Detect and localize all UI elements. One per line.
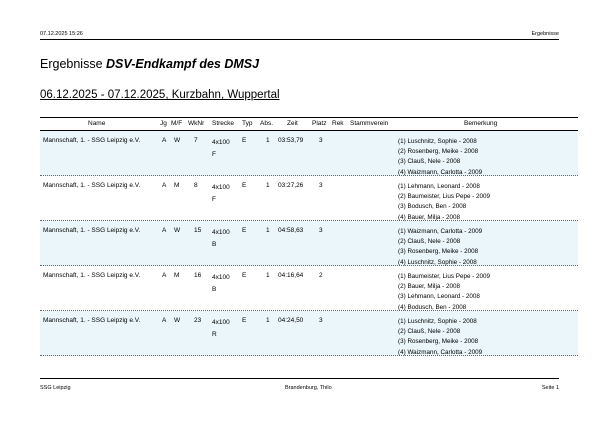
cell-mf: M <box>174 182 180 189</box>
strecke-distance: 4x100 <box>212 184 230 191</box>
col-wknr: WkNr <box>188 120 205 127</box>
cell-strecke <box>212 317 230 341</box>
page-number: Seite 1 <box>541 385 559 391</box>
strecke-stroke: R <box>212 331 217 338</box>
title-prefix: Ergebnisse <box>40 57 103 71</box>
table-row <box>40 176 578 221</box>
cell-wknr: 8 <box>194 182 198 189</box>
footer-divider <box>40 378 559 379</box>
strecke-stroke: B <box>212 241 217 248</box>
cell-zeit: 04:16,64 <box>278 272 304 279</box>
cell-zeit: 03:27,26 <box>278 182 304 189</box>
cell-bemerkung <box>398 317 482 358</box>
table-row <box>40 131 578 176</box>
table-row <box>40 266 578 311</box>
swimmer-entry: (1) Luschnitz, Sophie - 2008 <box>398 318 477 325</box>
cell-zeit: 04:58,63 <box>278 227 304 234</box>
cell-typ: E <box>242 182 247 189</box>
strecke-distance: 4x100 <box>212 139 230 146</box>
swimmer-entry: (1) Luschnitz, Sophie - 2008 <box>398 138 477 145</box>
footer-author: Brandenburg, Thilo <box>285 385 332 391</box>
table-row <box>40 311 578 356</box>
strecke-stroke: F <box>212 196 216 203</box>
cell-typ: E <box>242 137 247 144</box>
cell-strecke <box>212 182 230 206</box>
cell-jg: A <box>162 182 167 189</box>
swimmer-entry: (2) Bauer, Milja - 2008 <box>398 283 460 291</box>
swimmer-entry: (4) Bauer, Milja - 2008 <box>398 213 460 221</box>
cell-wknr: 16 <box>194 272 202 279</box>
cell-name: Mannschaft, 1. - SSG Leipzig e.V. <box>43 272 141 279</box>
swimmer-entry: (1) Waizmann, Carlotta - 2009 <box>398 228 483 235</box>
cell-mf: W <box>174 137 181 144</box>
swimmer-entry: (3) Rosenberg, Meike - 2008 <box>398 338 479 346</box>
cell-name: Mannschaft, 1. - SSG Leipzig e.V. <box>43 182 141 189</box>
cell-name: Mannschaft, 1. - SSG Leipzig e.V. <box>43 227 141 234</box>
cell-typ: E <box>242 227 247 234</box>
strecke-distance: 4x100 <box>212 319 230 326</box>
table-header <box>40 117 578 131</box>
footer-club: SSG Leipzig <box>40 385 71 391</box>
cell-strecke <box>212 137 230 161</box>
cell-name: Mannschaft, 1. - SSG Leipzig e.V. <box>43 317 141 324</box>
cell-platz: 3 <box>319 182 323 189</box>
cell-typ: E <box>242 317 247 324</box>
cell-strecke <box>212 227 230 251</box>
cell-abs: 1 <box>266 137 270 144</box>
cell-mf: W <box>174 317 181 324</box>
cell-mf: M <box>174 272 180 279</box>
col-zeit: Zeit <box>287 120 298 127</box>
col-strecke: Strecke <box>212 120 235 127</box>
header-divider <box>40 39 559 40</box>
cell-wknr: 15 <box>194 227 202 234</box>
col-abs: Abs. <box>260 120 274 127</box>
cell-bemerkung <box>398 137 482 178</box>
col-platz: Platz <box>312 120 327 127</box>
swimmer-entry: (2) Clauß, Nele - 2008 <box>398 328 461 336</box>
swimmer-entry: (1) Baumeister, Lius Pepe - 2009 <box>398 273 491 280</box>
col-typ: Typ <box>242 120 253 127</box>
cell-abs: 1 <box>266 227 270 234</box>
swimmer-entry: (2) Baumeister, Lius Pepe - 2009 <box>398 193 491 201</box>
swimmer-entry: (4) Waizmann, Carlotta - 2009 <box>398 348 483 356</box>
table-row <box>40 221 578 266</box>
col-name: Name <box>88 120 106 127</box>
cell-abs: 1 <box>266 182 270 189</box>
print-datetime: 07.12.2025 15:26 <box>40 31 83 37</box>
event-dates-location: 06.12.2025 - 07.12.2025, Kurzbahn, Wuppertal <box>40 89 280 101</box>
swimmer-entry: (4) Luschnitz, Sophie - 2008 <box>398 258 477 266</box>
cell-bemerkung <box>398 272 490 313</box>
cell-name: Mannschaft, 1. - SSG Leipzig e.V. <box>43 137 141 144</box>
event-name: DSV-Endkampf des DMSJ <box>106 57 260 71</box>
col-rek: Rek <box>332 120 344 127</box>
col-bemerkung: Bemerkung <box>464 120 498 127</box>
swimmer-entry: (3) Clauß, Nele - 2008 <box>398 158 461 166</box>
cell-bemerkung <box>398 182 490 223</box>
cell-jg: A <box>162 227 167 234</box>
page-title <box>40 57 259 71</box>
cell-zeit: 03:53,79 <box>278 137 304 144</box>
strecke-stroke: F <box>212 151 216 158</box>
cell-wknr: 7 <box>194 137 198 144</box>
cell-typ: E <box>242 272 247 279</box>
cell-platz: 3 <box>319 317 323 324</box>
cell-wknr: 23 <box>194 317 202 324</box>
cell-bemerkung <box>398 227 482 268</box>
swimmer-entry: (4) Waizmann, Carlotta - 2009 <box>398 168 483 176</box>
swimmer-entry: (2) Clauß, Nele - 2008 <box>398 238 461 246</box>
swimmer-entry: (2) Rosenberg, Meike - 2008 <box>398 148 479 156</box>
swimmer-entry: (3) Rosenberg, Meike - 2008 <box>398 248 479 256</box>
strecke-stroke: B <box>212 286 217 293</box>
cell-mf: W <box>174 227 181 234</box>
cell-abs: 1 <box>266 272 270 279</box>
strecke-distance: 4x100 <box>212 274 230 281</box>
header-label: Ergebnisse <box>531 31 559 37</box>
cell-strecke <box>212 272 230 296</box>
cell-jg: A <box>162 272 167 279</box>
cell-platz: 3 <box>319 227 323 234</box>
col-mf: M/F <box>171 120 183 127</box>
swimmer-entry: (3) Lehmann, Leonard - 2008 <box>398 293 480 301</box>
cell-abs: 1 <box>266 317 270 324</box>
results-table <box>40 117 578 356</box>
swimmer-entry: (3) Bodusch, Ben - 2008 <box>398 203 467 211</box>
col-jg: Jg <box>160 120 167 127</box>
cell-zeit: 04:24,50 <box>278 317 304 324</box>
cell-jg: A <box>162 137 167 144</box>
cell-platz: 2 <box>319 272 323 279</box>
swimmer-entry: (1) Lehmann, Leonard - 2008 <box>398 183 480 190</box>
col-stammverein: Stammverein <box>350 120 389 127</box>
strecke-distance: 4x100 <box>212 229 230 236</box>
cell-jg: A <box>162 317 167 324</box>
swimmer-entry: (4) Bodusch, Ben - 2008 <box>398 303 467 311</box>
cell-platz: 3 <box>319 137 323 144</box>
